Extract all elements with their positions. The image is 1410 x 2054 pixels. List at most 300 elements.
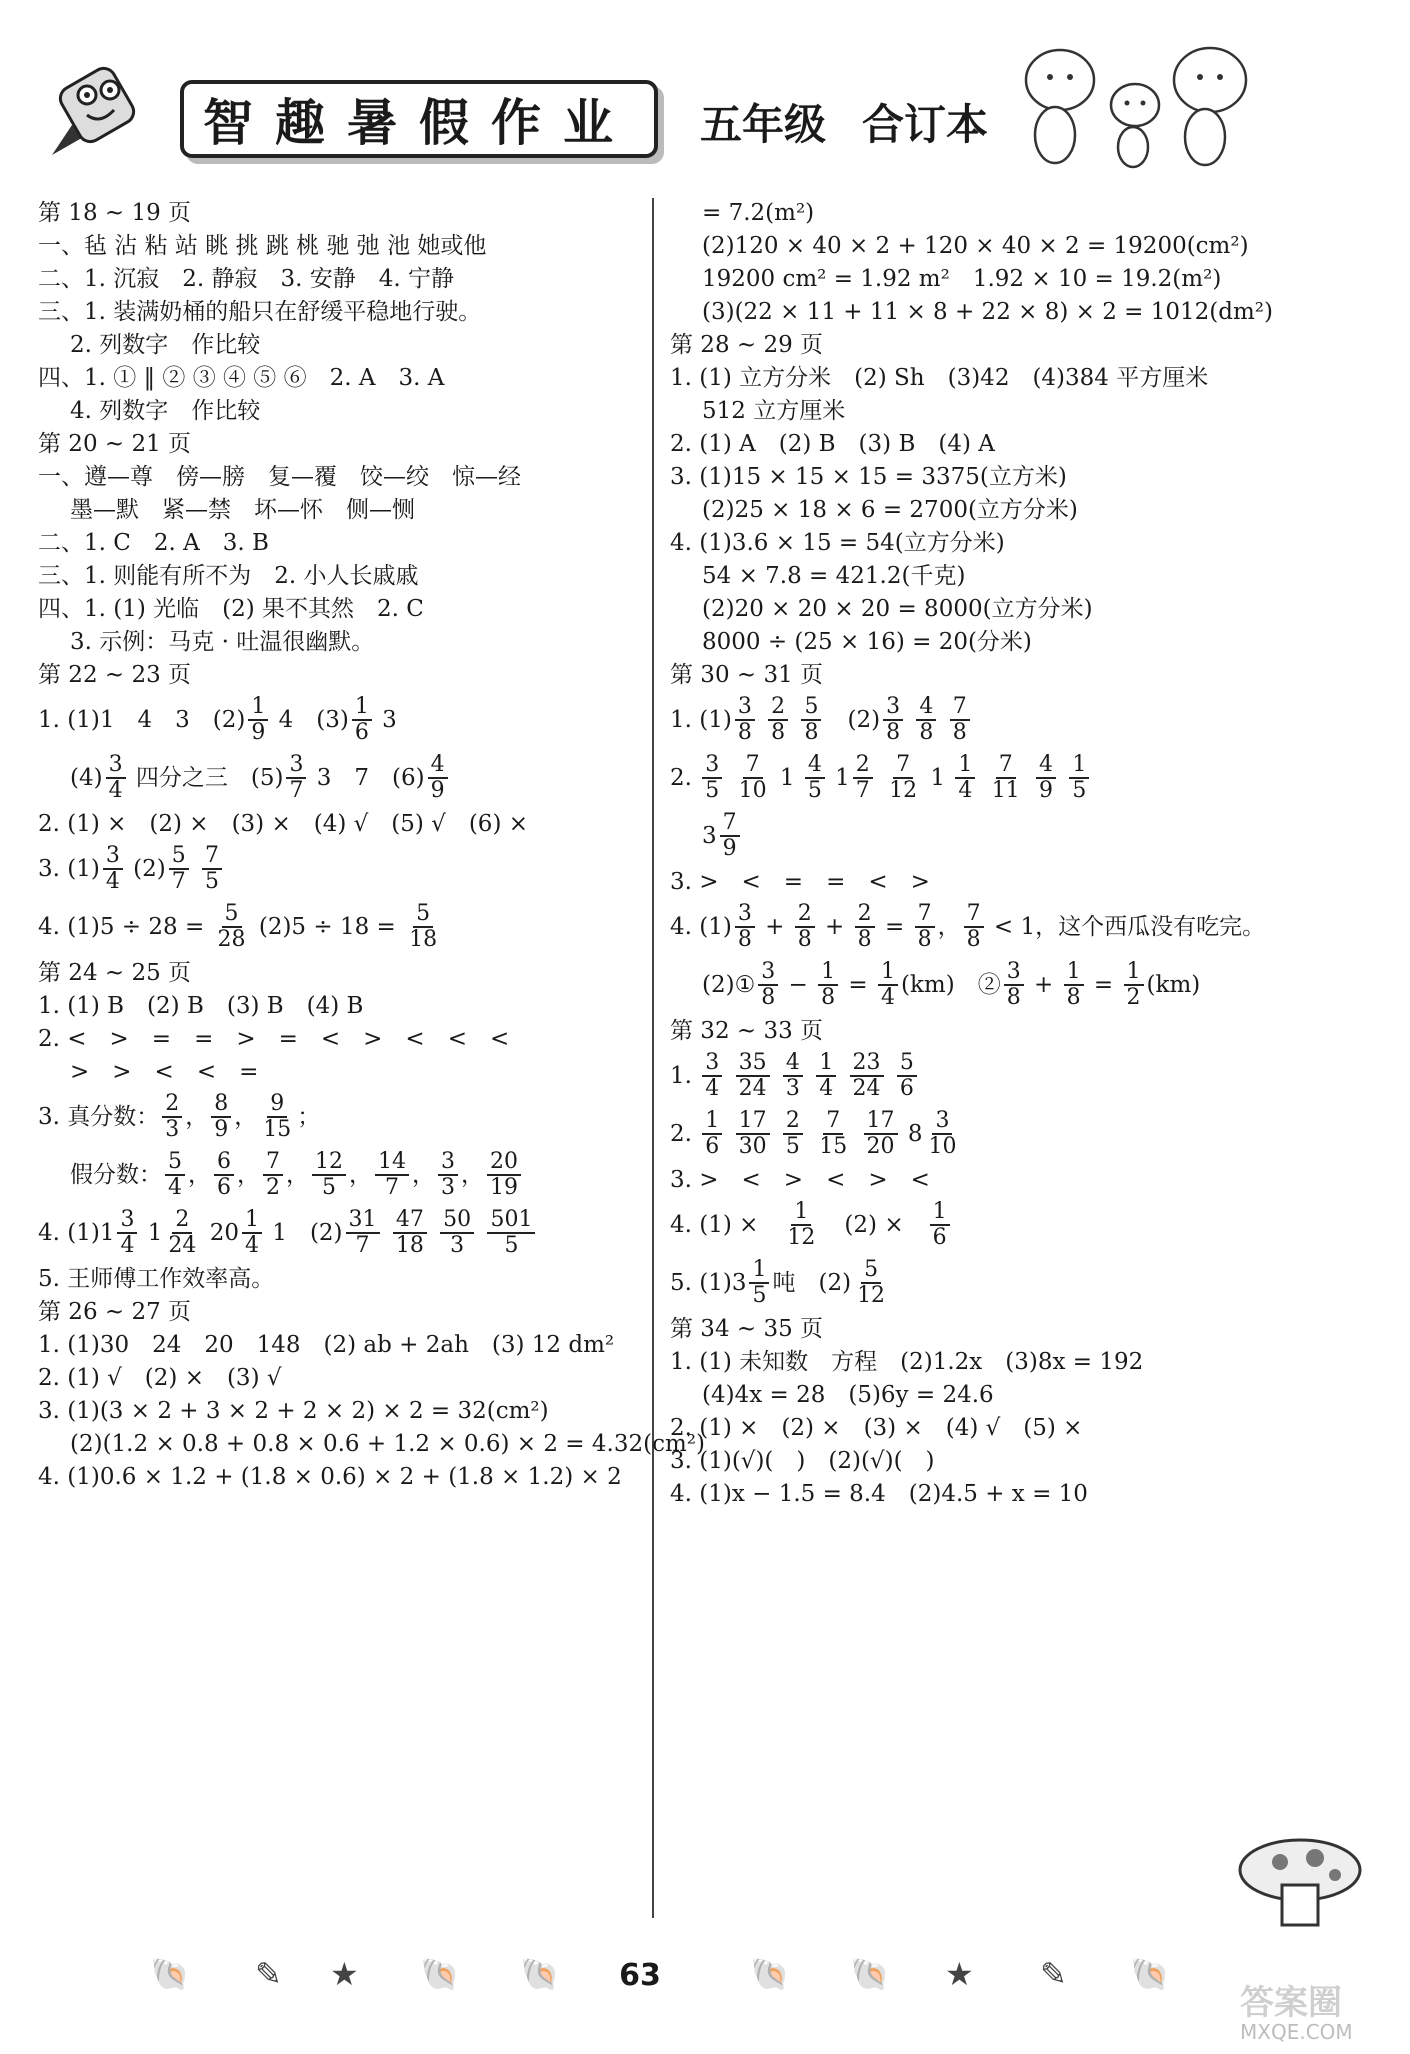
answer-line: [38, 361, 648, 394]
fraction-numerator: 1: [955, 753, 975, 779]
fraction: [263, 1150, 283, 1200]
page-title: 智趣暑假作业: [203, 94, 635, 152]
fraction-numerator: 6: [214, 1150, 234, 1176]
answer-line: [670, 526, 1370, 559]
fraction-denominator: 5: [785, 1134, 800, 1159]
fraction-numerator: 23: [850, 1051, 884, 1077]
answer-text: 第 28 ~ 29 页: [670, 331, 824, 358]
answer-text: 1 (2): [265, 1220, 343, 1246]
fraction-numerator: 501: [487, 1208, 535, 1234]
fraction: [375, 1150, 409, 1200]
fraction: [165, 1150, 185, 1200]
fraction-denominator: 4: [881, 985, 896, 1010]
answer-text: =: [877, 914, 912, 940]
answer-line: [38, 840, 648, 898]
fraction-numerator: 17: [864, 1109, 898, 1135]
answer-line: [38, 956, 648, 989]
answer-text: (2): [824, 707, 881, 733]
fraction-denominator: 9: [722, 836, 737, 861]
answer-line: [38, 691, 648, 749]
fraction-denominator: 3: [785, 1076, 800, 1101]
fraction: [883, 695, 903, 745]
answer-line: [670, 262, 1370, 295]
answer-line: [38, 493, 648, 526]
fraction: [214, 1150, 234, 1200]
answer-text: [725, 1119, 732, 1149]
fraction-numerator: 3: [286, 753, 306, 779]
fraction-denominator: 24: [738, 1076, 767, 1101]
fraction: [783, 1051, 803, 1101]
answer-text: 4. (1)5 ÷ 28 =: [38, 914, 212, 940]
answer-text: 第 30 ~ 31 页: [670, 661, 824, 688]
fraction-denominator: 7: [855, 778, 870, 803]
answer-line: [670, 493, 1370, 526]
fraction-numerator: 8: [211, 1092, 231, 1118]
answer-line: [38, 196, 648, 229]
answer-text: +: [817, 914, 852, 940]
fraction-denominator: 7: [289, 778, 304, 803]
answer-text: 一、毡 沾 粘 站 眺 挑 跳 桃 驰 弛 池 她或他: [38, 232, 487, 259]
answer-line: [38, 1262, 648, 1295]
fraction: [989, 753, 1023, 803]
fraction-numerator: 3: [758, 960, 778, 986]
fraction-denominator: 3: [441, 1175, 455, 1200]
fraction: [428, 753, 448, 803]
answer-line: [670, 1105, 1370, 1163]
fraction-denominator: 5: [205, 869, 220, 894]
fraction-numerator: 2: [853, 753, 873, 779]
fraction-numerator: 7: [263, 1150, 283, 1176]
fraction: [955, 753, 975, 803]
answer-text: = 7.2(m²): [702, 199, 815, 226]
fraction: [886, 753, 920, 803]
fraction: [784, 1200, 818, 1250]
answer-text: 三、1. 装满奶桶的船只在舒缓平稳地行驶。: [38, 298, 482, 325]
conch-icon: 🐚: [520, 1955, 560, 1993]
answer-line: [38, 1328, 648, 1361]
answer-line: [38, 1361, 648, 1394]
fraction-denominator: 7: [171, 869, 186, 894]
fraction: [855, 902, 875, 952]
answer-text: (2) ×: [821, 1212, 927, 1238]
fraction: [312, 1150, 346, 1200]
answer-line: [38, 1295, 648, 1328]
answer-text: 3. > < > < > <: [670, 1166, 930, 1193]
fraction-denominator: 4: [168, 1175, 182, 1200]
fraction-denominator: 7: [385, 1175, 399, 1200]
answer-line: [670, 1014, 1370, 1047]
answer-text: ；: [297, 1104, 321, 1130]
answer-line: [38, 394, 648, 427]
fraction-numerator: 1: [702, 1109, 722, 1135]
fraction-numerator: 1: [248, 695, 268, 721]
watermark-url: MXQE.COM: [1240, 2020, 1353, 2044]
fraction-numerator: 50: [440, 1208, 474, 1234]
fraction-numerator: 35: [736, 1051, 770, 1077]
fraction: [260, 1092, 294, 1142]
answer-text: 第 32 ~ 33 页: [670, 1017, 824, 1044]
answer-line: [38, 328, 648, 361]
answer-text: 4 (3): [271, 707, 349, 733]
fraction-numerator: 3: [438, 1150, 458, 1176]
answer-text: (2)(1.2 × 0.8 + 0.8 × 0.6 + 1.2 × 0.6) × 2 = 4.32(cm²): [70, 1430, 705, 1457]
mushroom-cartoon-icon: [1220, 1830, 1380, 1940]
fraction-denominator: 28: [217, 927, 246, 952]
fraction-denominator: 2: [266, 1175, 280, 1200]
answer-text: [725, 763, 732, 793]
answer-text: (2)25 × 18 × 6 = 2700(立方分米): [702, 496, 1078, 523]
fraction: [964, 902, 984, 952]
fraction-numerator: 3: [735, 902, 755, 928]
fraction-numerator: 20: [487, 1150, 521, 1176]
answer-text: 512 立方厘米: [702, 397, 846, 424]
fraction-denominator: 8: [804, 720, 819, 745]
answer-text: (2)5 ÷ 18 =: [251, 914, 404, 940]
answer-text: (2): [125, 856, 166, 882]
answer-text: [806, 1061, 813, 1091]
answer-line: [38, 1088, 648, 1146]
answer-text: < 1，这个西瓜没有吃完。: [986, 914, 1266, 940]
title-banner: [180, 80, 658, 158]
fraction: [768, 695, 788, 745]
answer-text: 二、1. 沉寂 2. 静寂 3. 安静 4. 宁静: [38, 265, 455, 292]
answer-text: 4. (1) ×: [670, 1212, 782, 1238]
fraction-numerator: 7: [743, 753, 763, 779]
answer-line: [670, 1444, 1370, 1477]
answer-text: (4): [70, 765, 103, 791]
fraction-numerator: 3: [702, 753, 722, 779]
fraction-numerator: 3: [932, 1109, 952, 1135]
answer-line: [670, 807, 1370, 865]
fraction-numerator: 3: [1004, 960, 1024, 986]
fraction: [1004, 960, 1024, 1010]
fraction: [393, 1208, 427, 1258]
fraction: [211, 1092, 231, 1142]
giraffe-illustration-icon: [1015, 35, 1260, 175]
answer-text: 2. (1) A (2) B (3) B (4) A: [670, 430, 995, 457]
fraction-denominator: 3: [450, 1233, 465, 1258]
answer-text: 2.: [670, 765, 700, 791]
fraction-numerator: 4: [428, 753, 448, 779]
fraction-denominator: 4: [105, 869, 120, 894]
answer-text: (3)(22 × 11 + 11 × 8 + 22 × 8) × 2 = 1012(dm²): [702, 298, 1273, 325]
fraction-numerator: 3: [103, 844, 123, 870]
fraction: [864, 1109, 898, 1159]
answer-line: [38, 807, 648, 840]
fraction-numerator: 3: [883, 695, 903, 721]
answer-text: 1. (1)1 4 3 (2): [38, 707, 246, 733]
answer-line: [670, 865, 1370, 898]
fraction-denominator: 9: [251, 720, 266, 745]
fraction-denominator: 6: [354, 720, 369, 745]
fraction-numerator: 1: [930, 1200, 950, 1226]
answer-text: 8: [900, 1121, 923, 1147]
answer-text: 8000 ÷ (25 × 16) = 20(分米): [702, 628, 1032, 655]
answer-text: 1. (1) B (2) B (3) B (4) B: [38, 992, 364, 1019]
answer-line: [670, 749, 1370, 807]
answer-text: [477, 1218, 484, 1248]
answer-line: [38, 898, 648, 956]
answer-text: 第 18 ~ 19 页: [38, 199, 192, 226]
answer-line: [38, 229, 648, 262]
fraction-denominator: 2: [1126, 985, 1141, 1010]
fraction-denominator: 8: [966, 927, 981, 952]
answer-line: [670, 1196, 1370, 1254]
fraction-denominator: 6: [932, 1225, 947, 1250]
watermark-logo: 答案圈: [1240, 1983, 1342, 2023]
fraction-numerator: 7: [823, 1109, 843, 1135]
fraction-denominator: 8: [737, 927, 752, 952]
starfish-icon: ★: [945, 1955, 974, 1993]
fraction: [165, 1208, 199, 1258]
fraction: [286, 753, 306, 803]
answer-line: [670, 361, 1370, 394]
answer-text: [383, 1218, 390, 1248]
answer-line: [38, 1427, 705, 1460]
answer-text: 5. (1)3: [670, 1270, 747, 1296]
answer-text: 1. (1) 未知数 方程 (2)1.2x (3)8x = 192: [670, 1348, 1144, 1375]
answer-line: [670, 427, 1370, 460]
answer-text: 一、遵—尊 傍—膀 复—覆 饺—绞 惊—经: [38, 463, 521, 490]
fraction: [242, 1208, 262, 1258]
fraction-numerator: 5: [169, 844, 189, 870]
answer-text: 四、1. (1) 光临 (2) 果不其然 2. C: [38, 595, 424, 622]
fraction-denominator: 15: [819, 1134, 848, 1159]
fraction-denominator: 5: [807, 778, 822, 803]
fraction-numerator: 7: [950, 695, 970, 721]
answer-text: 1. (1) 立方分米 (2) Sh (3)42 (4)384 平方厘米: [670, 364, 1209, 391]
fraction: [853, 753, 873, 803]
fraction-numerator: 1: [352, 695, 372, 721]
fraction-denominator: 4: [819, 1076, 834, 1101]
answer-line: [38, 625, 648, 658]
fraction-denominator: 6: [217, 1175, 231, 1200]
answer-text: 第 34 ~ 35 页: [670, 1315, 824, 1342]
answer-line: [670, 229, 1370, 262]
fraction: [440, 1208, 474, 1258]
answer-text: 3: [702, 823, 717, 849]
fraction-denominator: 4: [958, 778, 973, 803]
fraction-denominator: 8: [857, 927, 872, 952]
answer-line: [38, 460, 648, 493]
answer-text: 3. (1)(√)( ) (2)(√)( ): [670, 1447, 935, 1474]
answer-line: [38, 658, 648, 691]
answer-text: 3. 真分数：: [38, 1104, 160, 1130]
grade-label: 五年级: [700, 100, 827, 149]
fraction-denominator: 9: [1039, 778, 1053, 803]
shell-icon: 🐚: [420, 1955, 460, 1993]
fraction-numerator: 47: [393, 1208, 427, 1234]
fraction-numerator: 1: [878, 960, 898, 986]
answer-text: 四分之三 (5): [128, 765, 284, 791]
fraction-numerator: 5: [222, 902, 242, 928]
answer-text: 1: [772, 765, 802, 791]
fraction-numerator: 1: [242, 1208, 262, 1234]
fraction-denominator: 6: [705, 1134, 720, 1159]
fraction: [1064, 960, 1084, 1010]
fraction-numerator: 3: [702, 1051, 722, 1077]
answers-right-column: [670, 196, 1370, 1510]
fraction-denominator: 6: [899, 1076, 914, 1101]
answer-text: 5. 王师傅工作效率高。: [38, 1265, 275, 1292]
starfish-icon: ★: [330, 1955, 359, 1993]
fraction: [897, 1051, 917, 1101]
answer-text: 2. (1) √ (2) × (3) √: [38, 1364, 282, 1391]
answer-text: 1. (1)30 24 20 148 (2) ab + 2ah (3) 12 dm²: [38, 1331, 615, 1358]
fraction: [915, 902, 935, 952]
fraction-denominator: 8: [917, 927, 932, 952]
shell-icon: 🐚: [1130, 1955, 1170, 1993]
fraction: [352, 695, 372, 745]
answer-text: 第 26 ~ 27 页: [38, 1298, 192, 1325]
answer-text: [1059, 763, 1066, 793]
fraction-denominator: 5: [705, 778, 720, 803]
fraction-denominator: 7: [355, 1233, 370, 1258]
answer-text: (4)4x = 28 (5)6y = 24.6: [702, 1381, 994, 1408]
fraction: [487, 1208, 535, 1258]
fraction: [487, 1150, 521, 1200]
page-footer: [0, 1925, 1410, 2054]
answer-text: 20: [202, 1220, 239, 1246]
answer-line: [670, 1378, 1370, 1411]
answer-line: [38, 559, 648, 592]
fraction: [816, 1109, 850, 1159]
fraction: [202, 844, 222, 894]
fraction: [795, 902, 815, 952]
feather-icon: ✎: [1040, 1955, 1067, 1993]
fraction: [758, 960, 778, 1010]
answer-text: 4. (1)x − 1.5 = 8.4 (2)4.5 + x = 10: [670, 1480, 1088, 1507]
answer-text: [876, 763, 883, 793]
fraction-denominator: 18: [395, 1233, 424, 1258]
fraction-denominator: 12: [889, 778, 918, 803]
answers-left-column: [38, 196, 705, 1493]
fraction-numerator: 31: [346, 1208, 380, 1234]
answer-line: [38, 1022, 648, 1055]
fraction-numerator: 2: [172, 1208, 192, 1234]
fraction-numerator: 5: [801, 695, 821, 721]
page-number: 63: [619, 1957, 661, 1993]
fraction: [702, 753, 722, 803]
fraction-denominator: 4: [120, 1233, 135, 1258]
answer-text: [758, 705, 765, 735]
fraction: [878, 960, 898, 1010]
answer-text: [939, 705, 946, 735]
fraction: [735, 695, 755, 745]
answer-text: =: [841, 972, 876, 998]
fraction-denominator: 10: [738, 778, 767, 803]
fraction-denominator: 24: [168, 1233, 197, 1258]
fraction: [801, 695, 821, 745]
conch-icon: 🐚: [750, 1955, 790, 1993]
fraction: [818, 960, 838, 1010]
fraction-denominator: 12: [857, 1283, 886, 1308]
fraction: [749, 1258, 769, 1308]
answer-text: ，: [286, 1162, 309, 1188]
answer-line: [670, 1312, 1370, 1345]
fraction-numerator: 4: [805, 753, 825, 779]
fraction: [438, 1150, 458, 1200]
fraction-numerator: 17: [736, 1109, 770, 1135]
answer-line: [38, 427, 648, 460]
answer-text: 2. 列数字 作比较: [70, 331, 261, 358]
answer-text: ，: [188, 1162, 211, 1188]
fraction: [950, 695, 970, 745]
fraction-numerator: 1: [749, 1258, 769, 1284]
answer-text: (2)①: [702, 972, 756, 998]
answer-text: [906, 705, 913, 735]
fraction-denominator: 4: [705, 1076, 720, 1101]
answer-line: [38, 1146, 648, 1204]
fraction-numerator: 5: [861, 1258, 881, 1284]
answer-line: [670, 1163, 1370, 1196]
fraction-denominator: 8: [919, 720, 934, 745]
answer-text: 二、1. C 2. A 3. B: [38, 529, 269, 556]
answer-text: 3: [374, 707, 397, 733]
answer-text: [430, 1218, 437, 1248]
fraction-denominator: 24: [852, 1076, 881, 1101]
column-divider: [652, 198, 654, 1918]
answer-text: 4. 列数字 作比较: [70, 397, 261, 424]
answer-text: [773, 1119, 780, 1149]
answer-text: 3. (1): [38, 856, 100, 882]
page-header: [0, 0, 1410, 195]
fraction-numerator: 12: [312, 1150, 346, 1176]
fraction: [850, 1051, 884, 1101]
fraction: [816, 1051, 836, 1101]
answer-line: [38, 989, 648, 1022]
fraction-denominator: 8: [1066, 985, 1081, 1010]
answer-text: ，: [237, 1162, 260, 1188]
fraction-denominator: 8: [797, 927, 812, 952]
fraction-numerator: 1: [1069, 753, 1089, 779]
feather-icon: ✎: [255, 1955, 282, 1993]
answer-text: ，: [185, 1104, 209, 1130]
fraction-denominator: 5: [504, 1233, 519, 1258]
answer-text: 3. (1)15 × 15 × 15 = 3375(立方米): [670, 463, 1067, 490]
answer-text: 1: [827, 765, 850, 791]
fraction: [215, 902, 249, 952]
fraction: [854, 1258, 888, 1308]
fraction-denominator: 5: [1072, 778, 1087, 803]
answer-line: [670, 1047, 1370, 1105]
fraction-denominator: 8: [821, 985, 836, 1010]
answer-text: 1: [923, 765, 953, 791]
answer-text: 4. (1)3.6 × 15 = 54(立方分米): [670, 529, 1005, 556]
fraction-denominator: 15: [263, 1117, 292, 1142]
answer-text: 假分数：: [70, 1162, 162, 1188]
answer-line: [38, 749, 648, 807]
answer-text: 吨 (2): [772, 1270, 852, 1296]
fraction: [169, 844, 189, 894]
fraction-numerator: 4: [783, 1051, 803, 1077]
fraction-numerator: 7: [893, 753, 913, 779]
answer-text: [806, 1119, 813, 1149]
answer-text: [853, 1119, 860, 1149]
answer-text: [887, 1061, 894, 1091]
answer-text: ，: [461, 1162, 484, 1188]
fraction-numerator: 14: [375, 1150, 409, 1176]
fraction: [735, 902, 755, 952]
answer-text: 3 7 (6): [309, 765, 425, 791]
answer-text: ，: [412, 1162, 435, 1188]
answer-line: [670, 898, 1370, 956]
answer-text: 第 24 ~ 25 页: [38, 959, 192, 986]
answer-text: 4. (1)1: [38, 1220, 115, 1246]
answer-line: [38, 1055, 648, 1088]
answer-line: [38, 1460, 648, 1493]
fraction-denominator: 11: [991, 778, 1020, 803]
